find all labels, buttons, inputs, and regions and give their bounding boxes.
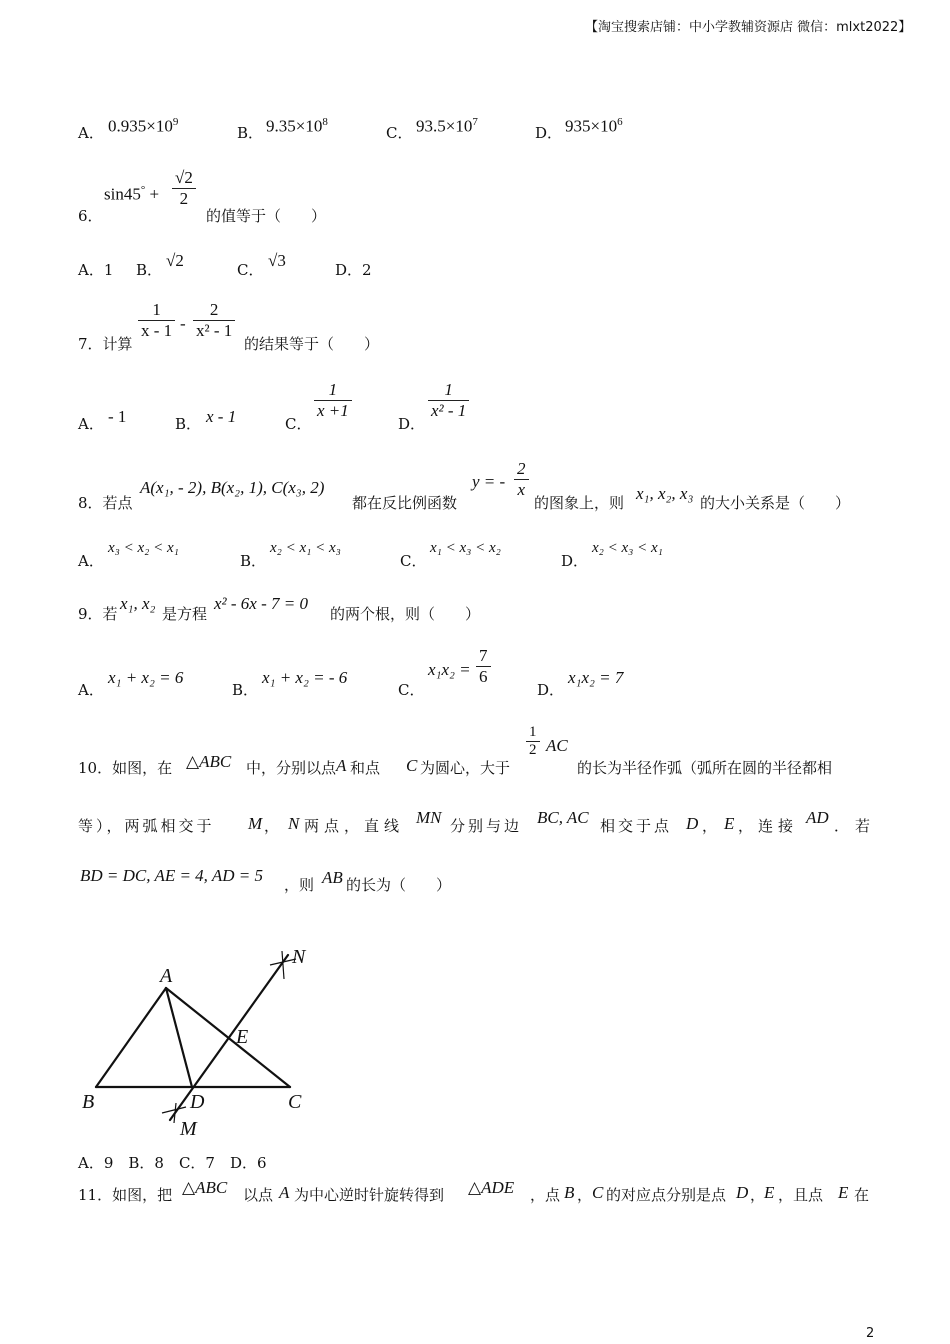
side-ab [96,988,166,1087]
option-a-label: A． [78,552,104,570]
option-c-label: C． [285,415,312,433]
line-mn: MN [416,808,442,827]
segment-ad-line [166,988,192,1087]
option-b-label: B． [136,261,163,279]
geometry-figure [70,935,350,1145]
point-c: C [406,756,418,775]
stem-part: ，点 [530,1186,561,1204]
stem-part: 和点 [350,759,381,777]
header-banner: 【淘宝搜索店铺：中小学教辅资源店 微信：mlxt2022】 [585,20,912,35]
point-d: D [736,1183,749,1202]
option-c-lhs: x₁x₂ = [428,660,471,679]
points-expression: A(x₁, - 2), B(x₂, 1), C(x₃, 2) [140,478,325,497]
stem-part: 为圆心，大于 [420,759,511,777]
point-e-2: E [838,1183,849,1202]
answer-options: A．9 B．8 C．7 D．6 [78,1154,267,1172]
option-b-value: x - 1 [206,407,237,426]
label-e: E [236,1026,249,1048]
stem-part: 的长为（ ） [346,876,452,894]
stem-part: 的长为半径作弧（弧所在圆的半径都相 [577,759,833,777]
comma: ， [702,817,718,835]
stem-part: 等），两弧相交于 [78,817,215,835]
segment-ab: AB [322,868,343,887]
stem-part: ， [750,1186,766,1204]
option-a-value: x₁ + x₂ = 6 [108,668,184,687]
label-d: D [190,1091,205,1113]
stem-part: ，连接 [738,817,799,835]
option-c-value: √3 [268,251,286,270]
triangle-ade: △ADE [468,1178,515,1197]
line-mn-drawn [170,955,288,1120]
equation: x² - 6x - 7 = 0 [214,594,308,613]
option-b-label: B． [175,415,202,433]
option-d: D．2 [335,261,372,279]
option-d-label: D． [535,124,563,142]
fraction-1: $\frac{1}{x - 1}$ [138,300,175,341]
option-c-fraction: $\frac{7}{6}$ [476,646,491,687]
option-b-label: B． [232,681,259,699]
question-number: 9．若 [78,605,118,623]
option-a-value: $0.935\times 10^9$ [108,116,179,136]
fraction-2: $\frac{2}{\text{x² - 1}}$ [193,300,235,341]
question-number: 6． [78,207,103,225]
option-c-label: C． [386,124,413,142]
minus-sign: - [180,314,186,333]
stem-part: 为中心逆时针旋转得到 [294,1186,445,1204]
stem-part: 以点 [243,1186,274,1204]
option-b-value: x₂ < x₁ < x₃ [270,540,341,556]
option-b-label: B． [240,552,267,570]
point-a: A [336,756,347,775]
question-stem: 的结果等于（ ） [244,335,380,353]
option-b-value: √2 [166,251,184,270]
fraction: $\frac{√2}{2}$ [172,168,196,209]
option-d-label: D． [561,552,589,570]
question-stem-3: 的大小关系是（ ） [700,494,851,512]
option-b-value: x₁ + x₂ = - 6 [262,668,348,687]
stem-part: 相交于点 [600,817,673,835]
stem-part: 10．如图，在 [78,759,173,777]
question-stem: 是方程 [162,605,208,623]
half-fraction: $\frac{1}{2}$ [526,724,540,759]
point-e: E [764,1183,775,1202]
point-m: M [248,814,263,833]
question-number: 8．若点 [78,494,133,512]
option-c-label: C． [398,681,425,699]
page-number: 2 [866,1326,875,1341]
segment-ad: AD [806,808,829,827]
stem-part: ，且点 [778,1186,824,1204]
option-a: A．1 [78,261,114,279]
point-a: A [279,1183,290,1202]
triangle-abc: △ABC [186,752,232,771]
point-d: D [686,814,699,833]
label-m: M [180,1118,197,1140]
point-b: B [564,1183,575,1202]
option-c-label: C． [400,552,427,570]
point-c: C [592,1183,604,1202]
question-number: 7．计算 [78,335,133,353]
option-a-label: A． [78,124,104,142]
option-a-label: A． [78,415,104,433]
point-e: E [724,814,735,833]
option-a-label: A． [78,681,104,699]
option-a-value: x₃ < x₂ < x₁ [108,540,179,556]
stem-part: 11．如图，把 [78,1186,173,1204]
option-a-value: - 1 [108,407,127,426]
option-c-label: C． [237,261,264,279]
option-d-fraction: $\frac{1}{\text{x² - 1}}$ [428,380,469,421]
stem-part: ， [577,1186,593,1204]
question-stem: 的值等于（ ） [206,207,327,225]
stem-part: ．若 [834,817,877,835]
variables: x₁, x₂, x₃ [636,484,694,503]
given-equations: BD = DC, AE = 4, AD = 5 [80,866,264,885]
function-lhs: y = - [472,472,506,491]
stem-part: 两点，直线 [304,817,405,835]
stem-part: 在 [854,1186,870,1204]
sides-bc-ac: BC, AC [537,808,589,827]
label-n: N [292,946,306,968]
option-b-value: $9.35\times 10^8$ [266,116,328,136]
arc-m [162,1107,186,1113]
label-c: C [288,1091,302,1113]
variables: x₁, x₂ [120,594,156,613]
math-expression: sin45° + [104,184,160,204]
stem-part: 的对应点分别是点 [606,1186,727,1204]
option-d-label: D． [537,681,565,699]
label-a: A [160,965,173,987]
stem-part: ，则 [284,876,315,894]
option-d-value: $935\times 10^6$ [565,116,623,136]
stem-part: 中，分别以点 [246,759,337,777]
point-n: N [288,814,300,833]
question-stem: 都在反比例函数 [352,494,458,512]
option-d-label: D． [398,415,426,433]
arc-n-2 [282,951,284,979]
label-b: B [82,1091,95,1113]
question-stem-2: 的两个根，则（ ） [330,605,481,623]
option-b-label: B． [237,124,264,142]
question-stem-2: 的图象上，则 [534,494,625,512]
option-d-value: x₂ < x₃ < x₁ [592,540,663,556]
option-c-value: x₁ < x₃ < x₂ [430,540,501,556]
option-c-fraction: $\frac{1}{x +1}$ [314,380,352,421]
function-fraction: $\frac{2}{x}$ [514,459,529,500]
comma: ， [264,817,280,835]
stem-part: 分别与边 [450,817,523,835]
option-d-value: x₁x₂ = 7 [568,668,624,687]
segment-ac: AC [546,736,568,755]
option-c-value: $93.5\times 10^7$ [416,116,478,136]
triangle-abc: △ABC [182,1178,228,1197]
